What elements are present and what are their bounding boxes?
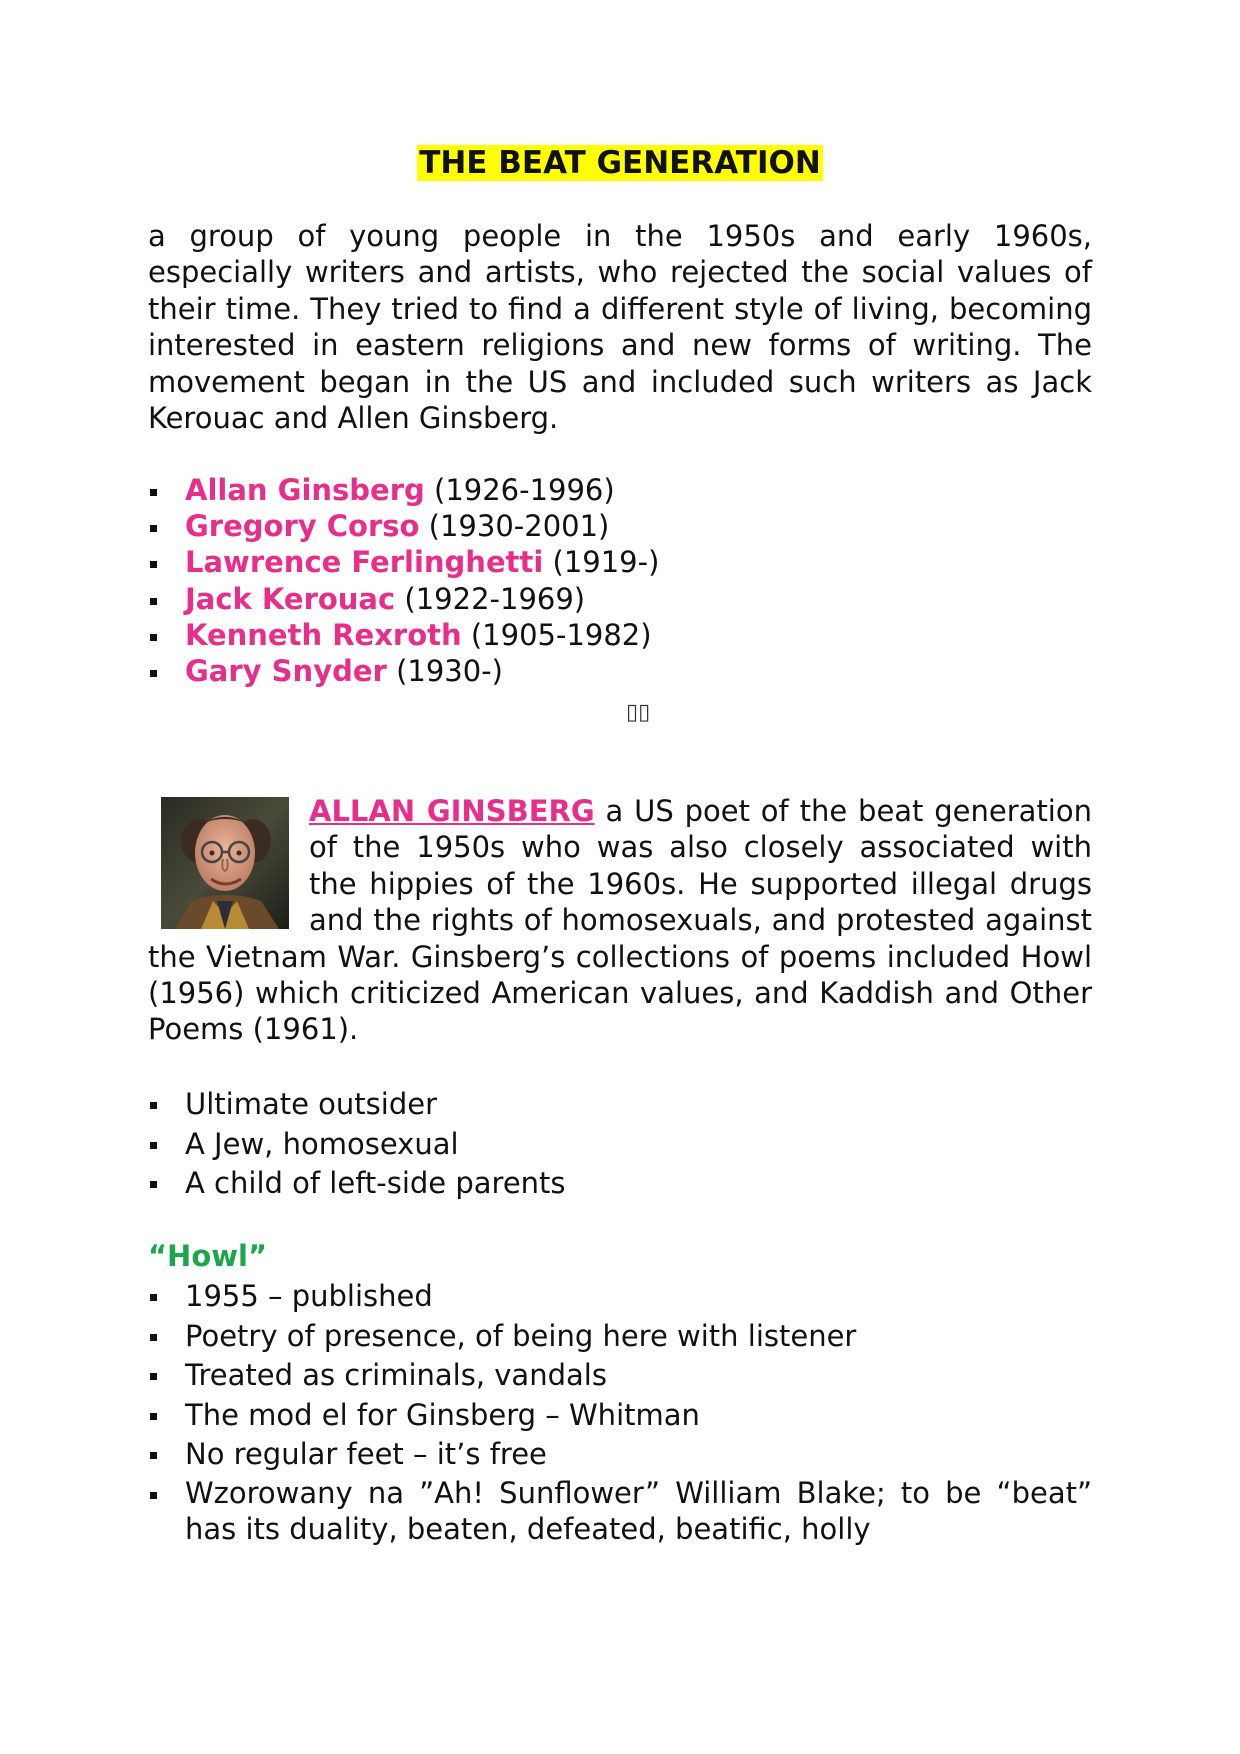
writer-years: (1926-1996) — [434, 473, 615, 507]
list-item: A child of left-side parents — [148, 1164, 1092, 1204]
writer-name: Gary Snyder — [185, 654, 387, 689]
list-item — [148, 617, 1092, 653]
bio-text: a US poet of the beat generation of the 1950s who was also closely associated with the hippies of the 1960s. He supported illegal drugs and the rights of homosexuals, and protested against the Vietnam War. Ginsberg’s collections of poems included Howl (1956) which criticized American values, and Kaddish and Other Poems (1961). — [148, 794, 1092, 1047]
list-item: 1955 – published — [148, 1277, 1092, 1317]
list-item: Ultimate outsider — [148, 1085, 1092, 1125]
list-item — [148, 544, 1092, 580]
intro-paragraph: a group of young people in the 1950s and early 1960s, especially writers and artists, who rejected the social values of their time. They tried to find a different style of living, becoming interested in eastern religions and new forms of writing. The movement began in the US and included such writers as Jack Kerouac and Allen Ginsberg. — [148, 219, 1092, 436]
list-item: Wzorowany na ”Ah! Sunflower” William Blake; to be “beat” has its duality, beaten, defeated, beatific, holly — [148, 1475, 1092, 1548]
list-item — [148, 508, 1092, 544]
writers-list — [148, 472, 1092, 689]
list-item: The mod el for Ginsberg – Whitman — [148, 1396, 1092, 1436]
bio-name-link[interactable]: ALLAN GINSBERG — [309, 794, 595, 828]
writer-years: (1905-1982) — [470, 617, 652, 652]
list-item — [148, 581, 1092, 617]
writer-years: (1930-2001) — [428, 509, 610, 544]
writer-name: Kenneth Rexroth — [185, 617, 462, 652]
list-item: A Jew, homosexual — [148, 1125, 1092, 1165]
writer-name: Allan Ginsberg — [185, 473, 425, 507]
traits-list — [148, 1085, 1092, 1204]
title-highlight: THE BEAT GENERATION — [419, 145, 821, 181]
list-item: Poetry of presence, of being here with listener — [148, 1317, 1092, 1357]
page-title — [0, 144, 1240, 182]
list-item: No regular feet – it’s free — [148, 1435, 1092, 1475]
ginsberg-portrait-photo — [161, 797, 289, 929]
writer-years: (1930-) — [396, 654, 503, 689]
bio-paragraph — [148, 793, 1092, 1048]
list-item: Treated as criminals, vandals — [148, 1356, 1092, 1396]
writer-name: Gregory Corso — [185, 509, 420, 544]
writer-years: (1919-) — [552, 545, 660, 580]
separator-glyph: ▯▯ — [626, 700, 651, 725]
writer-name: Jack Kerouac — [185, 581, 396, 616]
howl-list — [148, 1277, 1092, 1547]
writer-years: (1922-1969) — [404, 581, 586, 616]
list-item — [148, 472, 1092, 508]
howl-heading: “Howl” — [148, 1239, 268, 1273]
list-item — [148, 653, 1092, 689]
writer-name: Lawrence Ferlinghetti — [185, 545, 544, 580]
portrait-image — [161, 797, 289, 929]
